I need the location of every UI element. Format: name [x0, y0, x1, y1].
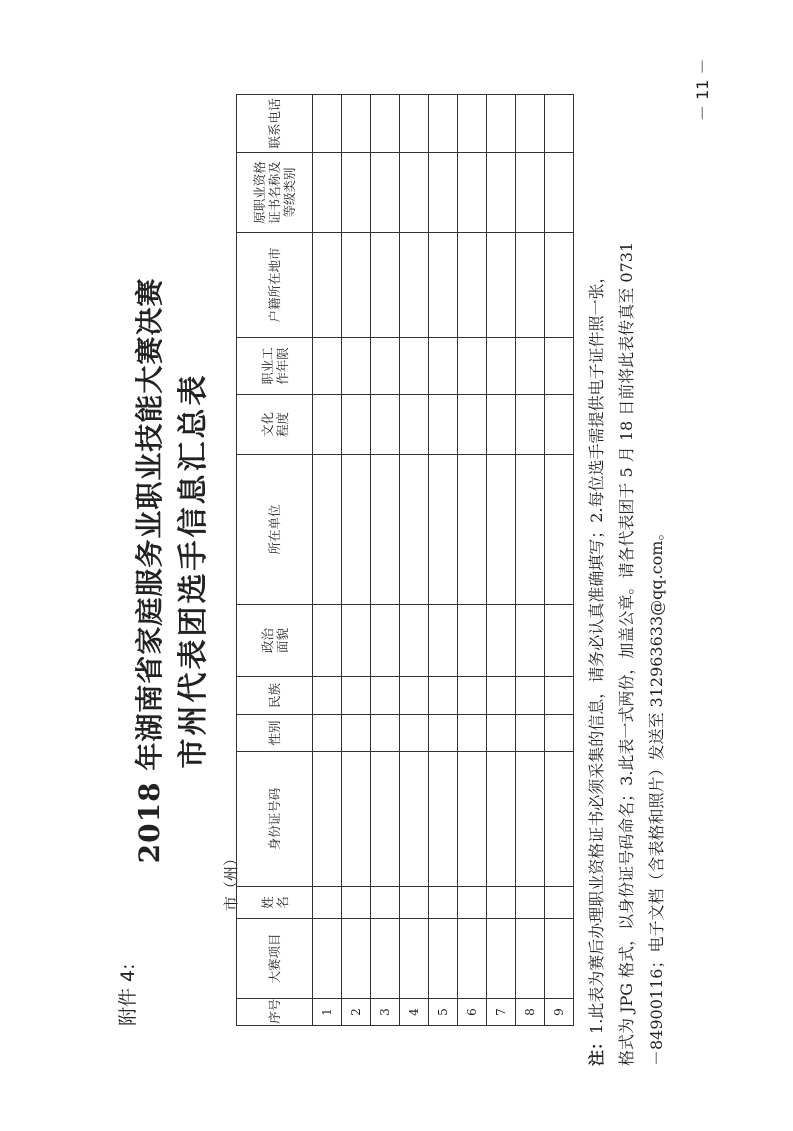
table-cell	[458, 233, 487, 338]
table-cell	[516, 395, 545, 455]
table-cell	[400, 455, 429, 605]
table-cell	[371, 605, 400, 677]
table-cell	[458, 752, 487, 887]
row-number-cell: 6	[458, 999, 487, 1026]
header-hukou-city: 户籍所在地市	[237, 233, 313, 338]
notes-line-2: 格式为 JPG 格式，以身份证号码命名；3.此表一式两份，加盖公章。请各代表团于 5 月 18 日前将此表传真至 0731	[617, 241, 636, 1066]
table-cell	[516, 605, 545, 677]
table-cell	[458, 677, 487, 715]
table-cell	[458, 605, 487, 677]
table-cell	[487, 338, 516, 395]
document-subtitle: 市州代表团选手信息汇总表	[176, 372, 211, 769]
table-cell	[458, 153, 487, 233]
table-cell	[429, 338, 458, 395]
table-cell	[371, 752, 400, 887]
table-cell	[400, 605, 429, 677]
table-cell	[313, 395, 342, 455]
header-gender: 性别	[237, 715, 313, 752]
row-number-cell: 2	[342, 999, 371, 1026]
row-number-cell: 8	[516, 999, 545, 1026]
table-cell	[400, 752, 429, 887]
table-cell	[371, 95, 400, 153]
table-row	[516, 95, 545, 1026]
table-cell	[313, 677, 342, 715]
table-cell	[371, 919, 400, 999]
table-cell	[342, 605, 371, 677]
table-cell	[487, 715, 516, 752]
header-id-number: 身份证号码	[237, 752, 313, 887]
table-cell	[313, 752, 342, 887]
table-cell	[487, 395, 516, 455]
table-cell	[458, 887, 487, 919]
table-cell	[429, 233, 458, 338]
table-row	[342, 95, 371, 1026]
table-cell	[400, 715, 429, 752]
table-cell	[371, 677, 400, 715]
table-cell	[545, 919, 574, 999]
table-cell	[429, 919, 458, 999]
table-cell	[429, 752, 458, 887]
table-cell	[516, 338, 545, 395]
header-phone: 联系电话	[237, 95, 313, 153]
table-cell	[313, 233, 342, 338]
header-serial: 序号	[237, 999, 313, 1026]
table-cell	[313, 887, 342, 919]
table-cell	[429, 95, 458, 153]
table-cell	[487, 887, 516, 919]
table-cell	[458, 338, 487, 395]
table-cell	[545, 153, 574, 233]
table-cell	[487, 677, 516, 715]
table-cell	[313, 455, 342, 605]
table-cell	[342, 919, 371, 999]
table-cell	[400, 677, 429, 715]
table-row	[400, 95, 429, 1026]
table-cell	[545, 338, 574, 395]
table-cell	[400, 233, 429, 338]
table-cell	[545, 95, 574, 153]
table-cell	[516, 752, 545, 887]
header-name: 姓 名	[237, 887, 313, 919]
table-cell	[458, 455, 487, 605]
table-cell	[487, 153, 516, 233]
table-cell	[429, 715, 458, 752]
table-cell	[458, 919, 487, 999]
contestant-table	[236, 94, 574, 1026]
table-cell	[429, 605, 458, 677]
header-certificate: 原职业资格证书名称及等级类别	[237, 153, 313, 233]
table-cell	[516, 153, 545, 233]
table-cell	[545, 395, 574, 455]
table-cell	[313, 919, 342, 999]
table-cell	[516, 715, 545, 752]
table-cell	[458, 95, 487, 153]
table-cell	[487, 919, 516, 999]
table-cell	[313, 95, 342, 153]
table-cell	[371, 153, 400, 233]
table-cell	[487, 752, 516, 887]
table-cell	[516, 455, 545, 605]
table-row	[545, 95, 574, 1026]
table-cell	[342, 95, 371, 153]
table-cell	[545, 677, 574, 715]
header-education: 文化程度	[237, 395, 313, 455]
page-number: － 11 －	[693, 58, 712, 121]
table-cell	[342, 715, 371, 752]
notes-label: 注：	[587, 1033, 606, 1066]
table-cell	[487, 233, 516, 338]
table-row	[371, 95, 400, 1026]
table-row	[458, 95, 487, 1026]
table-cell	[545, 233, 574, 338]
table-cell	[487, 95, 516, 153]
notes	[582, 91, 672, 1066]
table-cell	[516, 95, 545, 153]
row-number-cell: 1	[313, 999, 342, 1026]
table-cell	[545, 715, 574, 752]
table-cell	[342, 153, 371, 233]
table-cell	[429, 395, 458, 455]
attachment-label: 附件 4:	[117, 963, 139, 1026]
document-title: 2018 年湖南省家庭服务业职业技能大赛决赛	[133, 277, 166, 864]
table-cell	[400, 338, 429, 395]
table-cell	[545, 455, 574, 605]
row-number-cell: 3	[371, 999, 400, 1026]
table-cell	[516, 919, 545, 999]
table-header-row	[237, 95, 313, 1026]
table-row	[313, 95, 342, 1026]
row-number-cell: 9	[545, 999, 574, 1026]
table-cell	[313, 338, 342, 395]
table-cell	[371, 715, 400, 752]
table-cell	[545, 752, 574, 887]
header-ethnicity: 民族	[237, 677, 313, 715]
table-row	[429, 95, 458, 1026]
table-row	[487, 95, 516, 1026]
row-number-cell: 7	[487, 999, 516, 1026]
table-cell	[371, 455, 400, 605]
table-cell	[342, 752, 371, 887]
row-number-cell: 5	[429, 999, 458, 1026]
header-employer: 所在单位	[237, 455, 313, 605]
table-cell	[400, 887, 429, 919]
table-cell	[429, 455, 458, 605]
table-cell	[371, 395, 400, 455]
table-cell	[458, 395, 487, 455]
table-cell	[371, 887, 400, 919]
table-cell	[400, 919, 429, 999]
table-cell	[545, 887, 574, 919]
table-cell	[342, 395, 371, 455]
row-number-cell: 4	[400, 999, 429, 1026]
table-cell	[371, 338, 400, 395]
table-cell	[516, 233, 545, 338]
table-cell	[342, 677, 371, 715]
table-cell	[429, 153, 458, 233]
header-work-years: 职业工作年限	[237, 338, 313, 395]
header-political-status: 政治面貌	[237, 605, 313, 677]
table-cell	[458, 715, 487, 752]
city-label: 市（州）	[222, 850, 240, 911]
table-cell	[400, 153, 429, 233]
notes-line-1: 注：1.此表为赛后办理职业资格证书必须采集的信息，请务必认真准确填写；2.每位选手需提供电子证件照一张，	[587, 267, 606, 1066]
table-cell	[400, 95, 429, 153]
table-cell	[545, 605, 574, 677]
table-cell	[313, 153, 342, 233]
table-cell	[429, 677, 458, 715]
table-cell	[516, 677, 545, 715]
table-cell	[342, 887, 371, 919]
table-cell	[516, 887, 545, 919]
table-cell	[371, 233, 400, 338]
table-cell	[487, 605, 516, 677]
table-cell	[342, 233, 371, 338]
table-cell	[429, 887, 458, 919]
header-event: 大赛项目	[237, 919, 313, 999]
table-cell	[487, 455, 516, 605]
table-cell	[313, 605, 342, 677]
table-cell	[342, 338, 371, 395]
table-cell	[342, 455, 371, 605]
table-cell	[400, 395, 429, 455]
notes-line-3: －84900116；电子文档（含表格和照片）发送至 312963633@qq.com。	[647, 524, 666, 1066]
table-cell	[313, 715, 342, 752]
